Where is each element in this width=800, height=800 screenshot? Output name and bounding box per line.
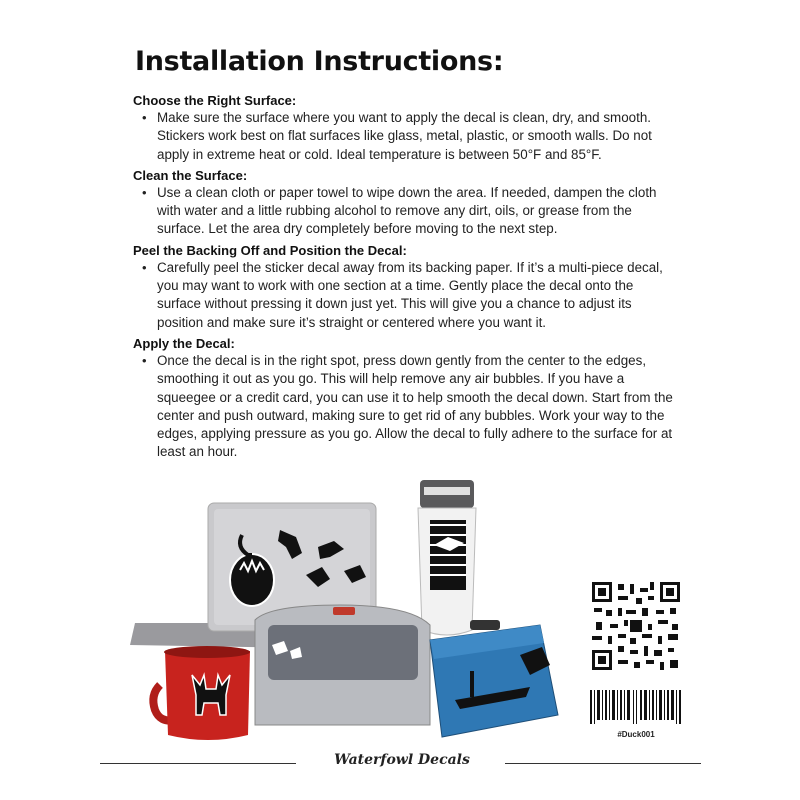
section-clean (133, 167, 673, 239)
bullet-text: Make sure the surface where you want to apply the decal is clean, dry, and smooth. Stickers work best on flat surfaces like glass, metal, plastic, or smooth walls. Do not apply in extreme heat or cold. Ideal temperature is between 50°F and 85°F. (157, 110, 652, 162)
bullet-dot: • (142, 184, 147, 200)
bullet-item (133, 184, 673, 239)
instructions (133, 92, 673, 465)
bullet-text: Carefully peel the sticker decal away from its backing paper. If it’s a multi-piece decal, you may want to work with one section at a time. Gently place the decal onto the surface without pressing it down just yet. This will give you a chance to adjust its position and make sure it’s straight or centered where you want it. (157, 259, 663, 330)
footer-divider-right (505, 763, 701, 764)
tumbler-image (418, 480, 476, 635)
truck-image (255, 605, 430, 725)
bullet-dot: • (142, 110, 147, 125)
qr-code-icon (590, 580, 682, 672)
bullet-item (133, 109, 673, 164)
tackle-box-image (430, 620, 558, 737)
page-title: Installation Instructions: (135, 46, 504, 77)
section-peel (133, 242, 673, 332)
mug-image (153, 646, 250, 740)
bullet-dot: • (142, 259, 147, 275)
section-heading: Apply the Decal: (133, 335, 235, 351)
section-apply (133, 335, 673, 462)
bullet-text: Once the decal is in the right spot, press down gently from the center to the edges, smoothing it out as you go. This will help remove any air bubbles. If you have a squeegee or a credit card, you can use it to help smooth the decal down. Start from the center and push outward, making sure to get rid of any bubbles. Work your way to the edges, applying pressure as you go. Allow the decal to fully adhere to the surface for at least an hour. (157, 352, 673, 460)
section-heading: Peel the Backing Off and Position the Decal: (133, 242, 407, 258)
product-photo (130, 475, 580, 755)
bullet-dot: • (142, 352, 147, 368)
section-heading: Clean the Surface: (133, 167, 248, 183)
barcode-icon (586, 688, 686, 730)
sku-label: #Duck001 (617, 730, 655, 739)
section-heading: Choose the Right Surface: (133, 93, 297, 108)
bullet-item (133, 352, 673, 462)
section-surface (133, 92, 673, 164)
brand-logo: Waterfowl Decals (334, 752, 470, 768)
footer-divider-left (100, 763, 296, 764)
bullet-text: Use a clean cloth or paper towel to wipe down the area. If needed, dampen the cloth with water and a little rubbing alcohol to remove any dirt, oils, or grease from the surface. Let the area dry completely before moving to the next step. (157, 184, 657, 237)
bullet-item (133, 259, 673, 332)
